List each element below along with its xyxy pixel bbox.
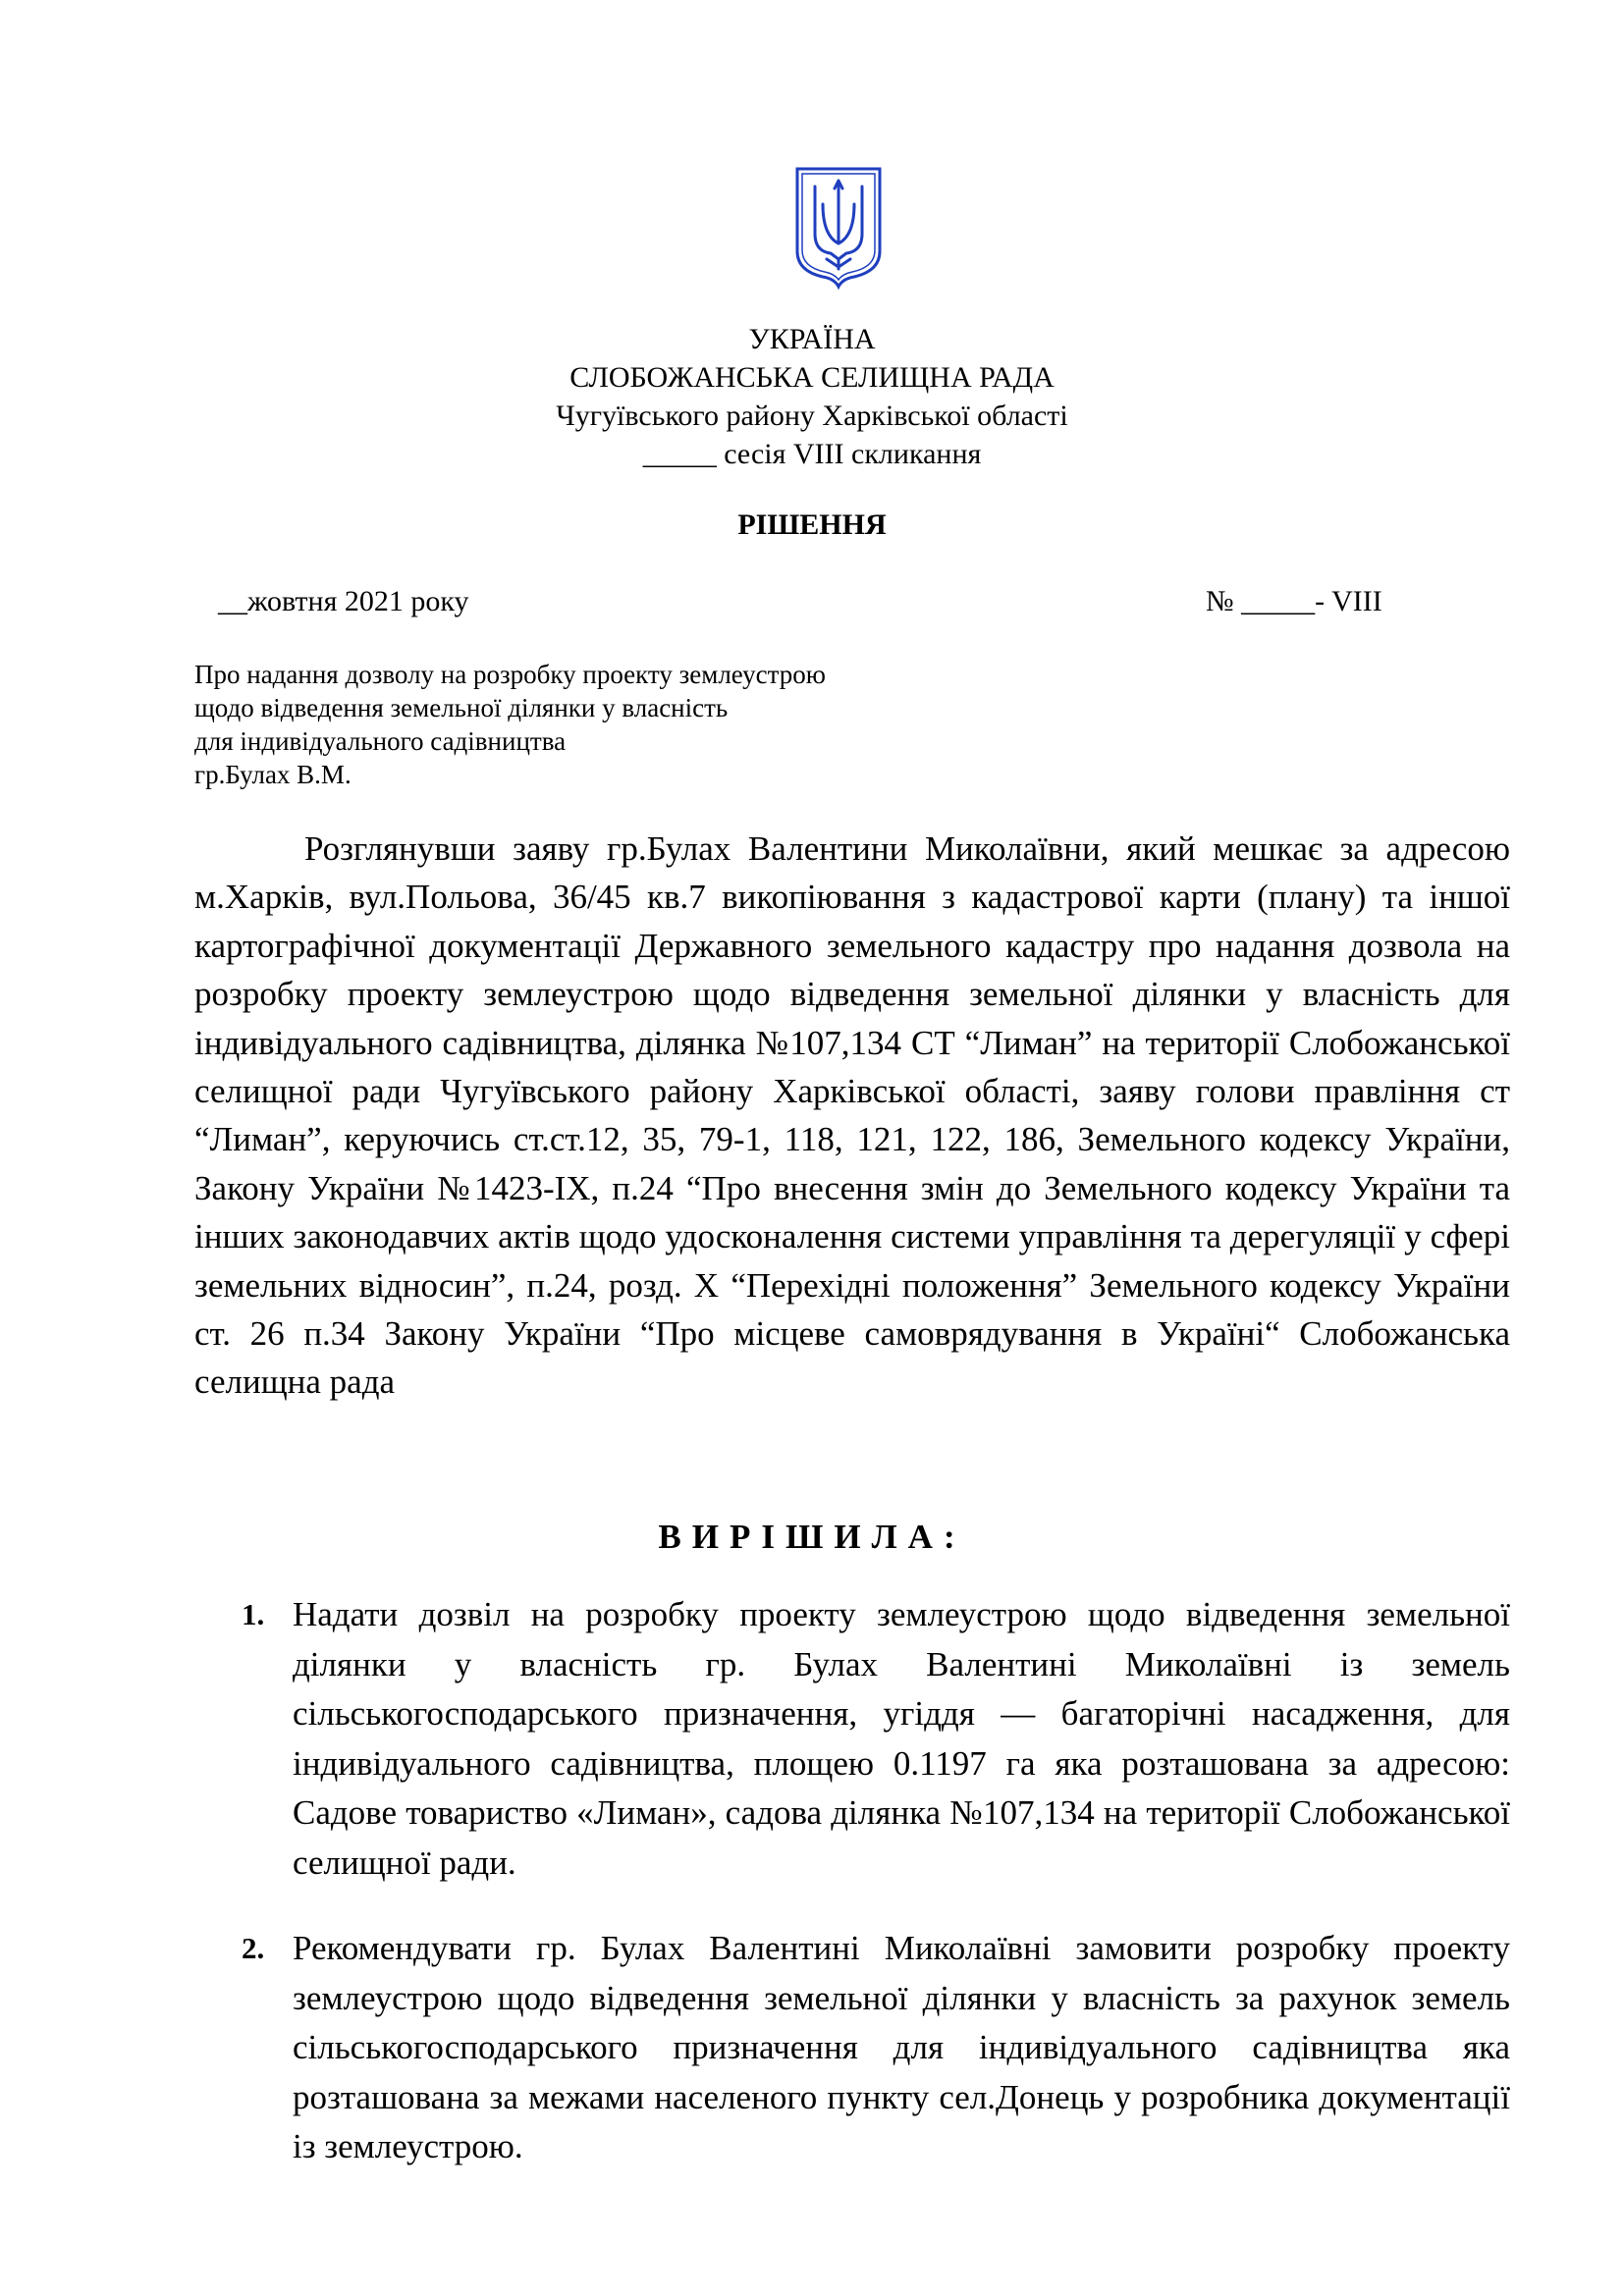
item-number: 1.: [242, 1597, 265, 1631]
preamble-paragraph: Розглянувши заяву гр.Булах Валентини Миколаївни, який мешкає за адресою м.Харків, вул.Польова, 36/45 кв.7 викопіювання з кадастрової карти (плану) та іншої картографічної документації Державного земельного кадастру про надання дозвола на розробку проекту землеустрою щодо відведення земельної ділянки у власність для індивідуального садівництва, ділянка №107,134 СТ “Лиман” на території Слобожанської селищної ради Чугуївського району Харківської області, заяву голови правління ст “Лиман”, керуючись ст.ст.12, 35, 79-1, 118, 121, 122, 186, Земельного кодексу України, Закону України №1423-IX, п.24 “Про внесення змін до Земельного кодексу України та інших законодавчих актів щодо удосконалення системи управління та дерегуляції у сфері земельних відносин”, п.24, розд. X “Перехідні положення” Земельного кодексу України ст. 26 п.34 Закону України “Про місцеве самоврядування в Україні“ Слобожанська селищна рада: [194, 829, 1510, 1402]
subject-line: Про надання дозволу на розробку проекту землеустрою: [194, 660, 826, 689]
decision-date: __жовтня 2021 року: [218, 585, 469, 617]
document-header: [0, 320, 1624, 473]
document-title: РІШЕННЯ: [737, 508, 887, 541]
subject-line: гр.Булах В.М.: [194, 760, 352, 789]
country-name: УКРАЇНА: [748, 323, 876, 355]
decision-item: [194, 1590, 1510, 1888]
session-line: _____ сесія VIII скликання: [642, 438, 982, 470]
decision-number: № _____- VIII: [1206, 585, 1382, 617]
item-number: 2.: [242, 1931, 265, 1965]
council-name: СЛОБОЖАНСЬКА СЕЛИЩНА РАДА: [569, 361, 1055, 394]
decision-subject: [194, 658, 826, 791]
subject-line: щодо відведення земельної ділянки у власність: [194, 693, 729, 722]
decision-items: [194, 1590, 1510, 2209]
decided-heading: ВИРІШИЛА:: [658, 1518, 966, 1556]
decision-item: [194, 1924, 1510, 2172]
item-text: Надати дозвіл на розробку проекту землеустрою щодо відведення земельної ділянки у власність гр. Булах Валентині Миколаївні із земель сільськогосподарського призначення, угіддя — багаторічні насадження, для індивідуального садівництва, площею 0.1197 га яка розташована за адресою: Садове товариство «Лиман», садова ділянка №107,134 на території Слобожанської селищної ради.: [293, 1595, 1510, 1882]
subject-line: для індивідуального садівництва: [194, 726, 567, 756]
tryzub-coat-of-arms-icon: [793, 165, 884, 291]
district-name: Чугуївського району Харківської області: [556, 400, 1068, 432]
item-text: Рекомендувати гр. Булах Валентині Миколаївні замовити розробку проекту землеустрою щодо відведення земельної ділянки у власність за рахунок земель сільськогосподарського призначення для індивідуального садівництва яка розташована за межами населеного пункту сел.Донець у розробника документації із землеустрою.: [293, 1929, 1510, 2165]
